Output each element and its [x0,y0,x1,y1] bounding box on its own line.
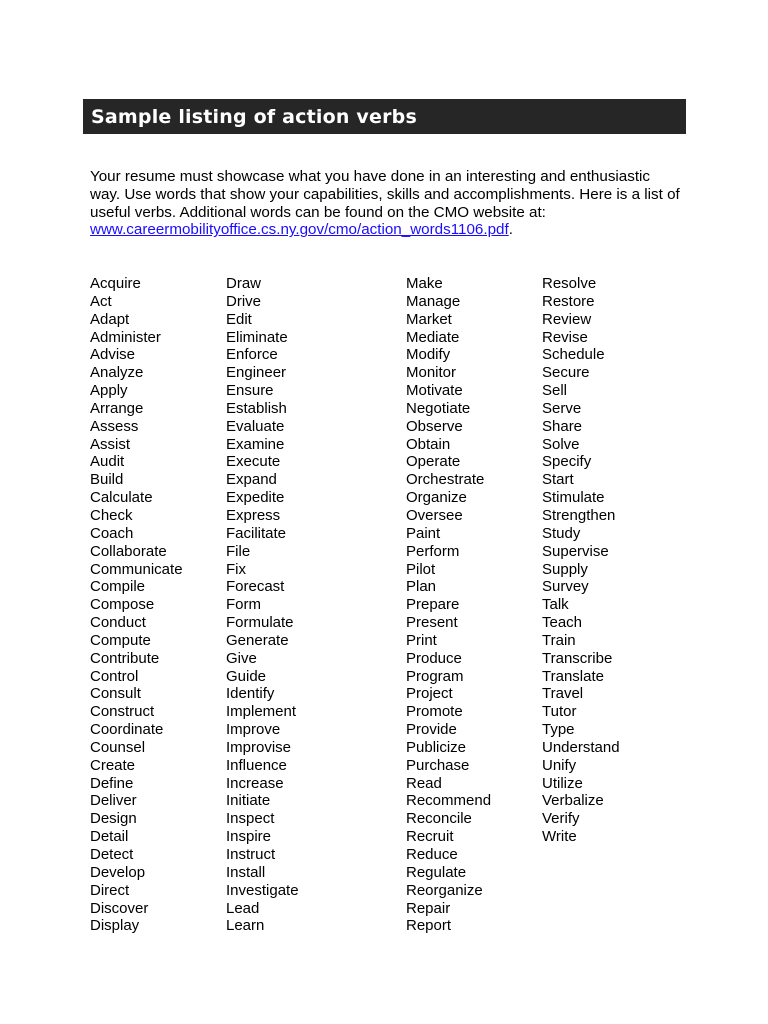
verb-item: Drive [226,292,262,310]
verb-item: Reduce [406,846,458,863]
verb-item: Instruct [226,846,276,863]
verb-item: Supply [542,560,588,578]
verb-item: Train [542,631,576,649]
verb-item: Draw [226,275,262,292]
verb-column-2 [226,275,299,935]
verb-item: Give [226,649,257,667]
verb-item: Talk [542,596,569,614]
verb-item: Conduct [90,614,146,632]
verb-item: Act [90,292,112,310]
verb-item: Administer [90,328,161,346]
verb-item: Plan [406,578,437,596]
verb-item: Market [406,310,452,328]
verb-item: Solve [542,435,580,453]
intro-period: . [508,221,513,239]
intro-text: Your resume must showcase what you have done in an interesting and enthusiastic way. Use words that show your capabilities, skills and accomplishments. Here is a list of useful verbs. Additional words can be found on the CMO website at: [90,168,680,221]
verb-item: Calculate [90,489,153,507]
verb-item: Write [542,828,577,846]
verb-item: Collaborate [90,542,167,560]
verb-item: Make [406,275,443,292]
verb-item: Investigate [226,881,299,899]
verb-item: Pilot [406,560,436,578]
verb-item: Present [406,614,458,632]
verb-item: Check [90,506,133,524]
verb-item: Start [542,471,574,489]
verb-item: Reorganize [406,881,483,899]
verb-item: Lead [226,899,260,917]
verb-item: Identify [226,685,275,703]
verb-item: Improvise [226,738,292,756]
verb-item: Construct [90,703,155,721]
verb-item: Regulate [406,863,467,881]
verb-item: Sell [542,382,568,400]
verb-item: Schedule [542,346,605,364]
verb-item: Analyze [90,364,144,382]
verb-column-1 [90,275,183,935]
verb-item: Inspire [226,828,272,846]
verb-item: Detect [90,846,134,863]
verb-item: Operate [406,453,461,471]
verb-item: Design [90,810,137,828]
verb-item: Direct [90,881,130,899]
verb-item: Assist [90,435,131,453]
verb-item: Define [90,774,134,792]
verb-item: Execute [226,453,281,471]
verb-item: Purchase [406,756,470,774]
verb-item: Revise [542,328,588,346]
verb-item: Project [406,685,453,703]
verb-item: Form [226,596,261,614]
verb-column-3 [406,275,491,935]
verb-item: Prepare [406,596,460,614]
verb-item: Adapt [90,310,130,328]
verb-item: Deliver [90,792,137,810]
verb-item: Compute [90,631,151,649]
verb-item: Establish [226,399,287,417]
verb-item: Read [406,774,442,792]
verb-item: Counsel [90,738,146,756]
verb-item: Verbalize [542,792,604,810]
verb-item: Verify [542,810,580,828]
verb-item: Acquire [90,275,141,292]
verb-item: Arrange [90,399,144,417]
verb-item: Oversee [406,506,463,524]
verb-item: Expand [226,471,277,489]
verb-item: Provide [406,721,457,739]
verb-item: Install [226,863,266,881]
verb-item: Expedite [226,489,285,507]
verb-item: Ensure [226,382,274,400]
verb-item: File [226,542,251,560]
intro-paragraph [90,168,680,239]
verb-item: Supervise [542,542,609,560]
verb-item: Build [90,471,124,489]
verb-item: Utilize [542,774,583,792]
verb-item: Examine [226,435,285,453]
verb-item: Program [406,667,464,685]
verb-item: Secure [542,364,590,382]
verb-item: Print [406,631,437,649]
verb-item: Compose [90,596,155,614]
verb-item: Formulate [226,614,294,632]
verb-item: Create [90,756,136,774]
verb-item: Repair [406,899,451,917]
verb-item: Type [542,721,575,739]
verb-item: Perform [406,542,460,560]
verb-item: Fix [226,560,246,578]
verb-item: Paint [406,524,441,542]
verb-item: Review [542,310,592,328]
verb-item: Transcribe [542,649,613,667]
verb-item: Consult [90,685,141,703]
verb-item: Understand [542,738,620,756]
verb-item: Facilitate [226,524,287,542]
verb-item: Enforce [226,346,278,364]
page-title: Sample listing of action verbs [91,105,417,128]
verb-item: Organize [406,489,467,507]
verb-item: Coach [90,524,134,542]
verb-item: Improve [226,721,281,739]
verb-item: Implement [226,703,297,721]
verb-item: Produce [406,649,462,667]
verb-item: Generate [226,631,289,649]
verb-item: Specify [542,453,592,471]
verb-item: Resolve [542,275,597,292]
verb-item: Control [90,667,139,685]
verb-item: Teach [542,614,583,632]
verb-item: Obtain [406,435,451,453]
verb-item: Motivate [406,382,463,400]
verb-item: Detail [90,828,129,846]
verb-item: Serve [542,399,582,417]
verb-item: Survey [542,578,589,596]
verb-item: Eliminate [226,328,288,346]
verb-item: Inspect [226,810,275,828]
verb-item: Reconcile [406,810,472,828]
verb-item: Mediate [406,328,460,346]
verb-item: Tutor [542,703,577,721]
verb-item: Apply [90,382,128,400]
verb-item: Forecast [226,578,285,596]
verb-item: Modify [406,346,451,364]
verb-item: Display [90,917,140,935]
verb-item: Recommend [406,792,492,810]
verb-item: Stimulate [542,489,605,507]
verb-item: Travel [542,685,584,703]
verb-item: Strengthen [542,506,616,524]
verb-item: Negotiate [406,399,471,417]
verb-item: Learn [226,917,265,935]
verb-item: Edit [226,310,252,328]
cmo-website-link[interactable]: www.careermobilityoffice.cs.ny.gov/cmo/action_words1106.pdf [90,221,509,239]
verb-item: Influence [226,756,287,774]
verb-item: Engineer [226,364,287,382]
verb-item: Express [226,506,281,524]
verb-item: Monitor [406,364,457,382]
verb-item: Communicate [90,560,183,578]
verb-item: Increase [226,774,284,792]
verb-item: Coordinate [90,721,164,739]
verb-item: Evaluate [226,417,285,435]
verb-item: Discover [90,899,149,917]
verb-column-4 [542,275,620,846]
verb-item: Observe [406,417,463,435]
verb-item: Translate [542,667,604,685]
verb-item: Recruit [406,828,454,846]
verb-item: Develop [90,863,146,881]
verb-item: Orchestrate [406,471,485,489]
verb-item: Report [406,917,452,935]
verb-item: Promote [406,703,463,721]
verb-item: Compile [90,578,146,596]
verb-item: Manage [406,292,461,310]
verb-item: Publicize [406,738,467,756]
verb-item: Advise [90,346,136,364]
verb-item: Restore [542,292,595,310]
verb-item: Contribute [90,649,160,667]
verb-item: Assess [90,417,139,435]
verb-item: Share [542,417,583,435]
verb-item: Unify [542,756,577,774]
section-title-bar [83,99,686,134]
verb-item: Audit [90,453,125,471]
verb-item: Initiate [226,792,271,810]
verb-item: Study [542,524,581,542]
verb-item: Guide [226,667,267,685]
